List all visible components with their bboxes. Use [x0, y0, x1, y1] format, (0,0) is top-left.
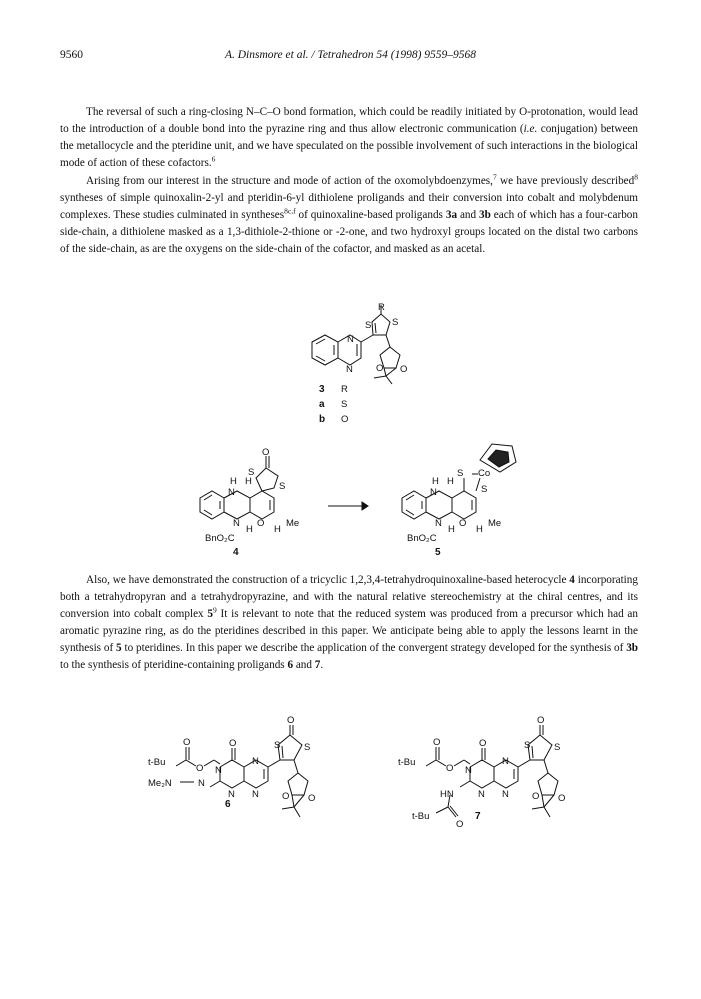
table-row-id: b	[319, 414, 326, 425]
atom-s: S	[274, 740, 281, 751]
atom-o: O	[376, 363, 384, 374]
atom-o: O	[308, 793, 316, 804]
atom-o: O	[558, 793, 566, 804]
atom-n: N	[465, 765, 472, 776]
atom-o: O	[183, 737, 191, 748]
atom-o: O	[196, 763, 204, 774]
atom-tbu: t-Bu	[148, 757, 166, 768]
atom-h: H	[274, 524, 281, 535]
citation: 8c,f	[284, 206, 296, 216]
structure-7-figure	[388, 715, 618, 840]
atom-n: N	[252, 756, 259, 767]
atom-n: N	[346, 364, 353, 375]
atom-o: O	[433, 737, 441, 748]
atom-tbu: t-Bu	[398, 757, 416, 768]
citation: 9	[213, 605, 217, 615]
atom-o: O	[282, 791, 290, 802]
atom-s: S	[457, 468, 464, 479]
atom-s: S	[554, 742, 561, 753]
compound-label: 4	[233, 547, 239, 558]
structure-3-figure	[300, 300, 420, 440]
citation: 6	[211, 154, 216, 164]
atom-o: O	[537, 715, 545, 726]
atom-h: H	[432, 476, 439, 487]
atom-tbu: t-Bu	[412, 811, 430, 822]
atom-co: Co	[478, 468, 491, 479]
atom-o: O	[532, 791, 540, 802]
atom-nme2: Me₂N	[148, 778, 172, 789]
compound-label: 3	[319, 384, 325, 395]
atom-s: S	[392, 317, 399, 328]
compound-label: 7	[475, 811, 481, 822]
atom-h: H	[447, 476, 454, 487]
atom-me: Me	[286, 518, 300, 529]
atom-h: H	[246, 524, 253, 535]
atom-n: N	[502, 789, 509, 800]
atom-n: N	[435, 518, 442, 529]
atom-s: S	[365, 320, 372, 331]
atom-h: H	[476, 524, 483, 535]
structure-5-figure	[392, 440, 542, 570]
atom-bno2c: BnO₂C	[407, 533, 437, 544]
atom-o: O	[257, 518, 265, 529]
atom-n: N	[252, 789, 259, 800]
atom-o: O	[446, 763, 454, 774]
paragraph-3: Also, we have demonstrated the construction of a tricyclic 1,2,3,4-tetrahydroquinoxaline-based heterocycle 4 incorporating both a tetrahydropyran and a tetrahydropyrazine, and with the natural relative stereochemistry at the chiral centres, and its conversion into cobalt complex $5^9$ It is relevant to note that the reduced system was produced from a precursor which had an aromatic pyrazine ring, as do the pteridines described in this paper. We anticipate being able to apply the lessons learnt in the synthesis of 5 to pteridines. In this paper we describe the application of the convergent strategy developed for the synthesis of 3b to the synthesis of pteridine-containing proligands 6 and 7.	[60, 574, 639, 671]
paragraph-1: The reversal of such a ring-closing N–C–O bond formation, which could be readily initiated by O-protonation, would lead to the introduction of a double bond into the pyrazine ring and thus allow electronic communication (i.e. conjugation) between the metallocycle and the pteridine unit, and we have speculated on the possible involvement of such interactions in the biological mode of action of these cofactors.$^6$	[60, 106, 638, 169]
table-row-value: S	[341, 399, 348, 410]
atom-h: H	[230, 476, 237, 487]
page-number: 9560	[60, 49, 83, 61]
atom-s: S	[481, 484, 488, 495]
compound-label: 6	[225, 799, 231, 810]
citation: 8	[634, 172, 638, 182]
atom-o: O	[287, 715, 295, 726]
table-header: R	[341, 384, 348, 395]
atom-o: O	[262, 447, 270, 458]
atom-s: S	[524, 740, 531, 751]
atom-o: O	[456, 819, 464, 830]
reaction-arrow-figure	[328, 500, 368, 512]
paragraph-2: Arising from our interest in the structure and mode of action of the oxomolybdoenzymes,$^7$ we have previously described$^8$ syntheses of simple quinoxalin-2-yl and pteridin-6-yl dithiolene proligands and their conversion into cobalt and molybdenum complexes. These studies culminated in syntheses$^{8c,f}$ of quinoxaline-based proligands 3a and 3b each of which has a four-carbon side-chain, a dithiolene masked as a 1,3-dithiole-2-thione or -2-one, and two hydroxyl groups located on the distal two carbons of the side-chain, as are the oxygens on the side-chain of the cofactor, and masked as an acetal.	[60, 172, 638, 255]
running-header	[60, 49, 641, 65]
atom-nh: N	[228, 487, 235, 498]
atom-o: O	[459, 518, 467, 529]
table-row-value: O	[341, 414, 349, 425]
atom-n: N	[198, 778, 205, 789]
table-row-id: a	[319, 399, 325, 410]
atom-n: N	[233, 518, 240, 529]
atom-h: H	[448, 524, 455, 535]
atom-n: N	[215, 765, 222, 776]
atom-h: H	[245, 476, 252, 487]
atom-n: N	[228, 789, 235, 800]
running-title: A. Dinsmore et al. / Tetrahedron 54 (1998) 9559–9568	[224, 49, 477, 61]
atom-o: O	[400, 364, 408, 375]
atom-s: S	[304, 742, 311, 753]
atom-bno2c: BnO₂C	[205, 533, 235, 544]
structure-4-figure	[190, 448, 320, 568]
citation: 7	[492, 172, 497, 182]
atom-nh: N	[430, 487, 437, 498]
atom-s: S	[248, 467, 255, 478]
atom-n: N	[347, 334, 354, 345]
compound-label: 5	[435, 547, 441, 558]
atom-n: N	[502, 756, 509, 767]
atom-r: R	[378, 302, 385, 313]
structure-6-figure	[138, 715, 368, 840]
atom-hn: HN	[440, 789, 454, 800]
atom-o: O	[479, 738, 487, 749]
atom-n: N	[478, 789, 485, 800]
atom-o: O	[229, 738, 237, 749]
atom-me: Me	[488, 518, 502, 529]
atom-s: S	[279, 481, 286, 492]
